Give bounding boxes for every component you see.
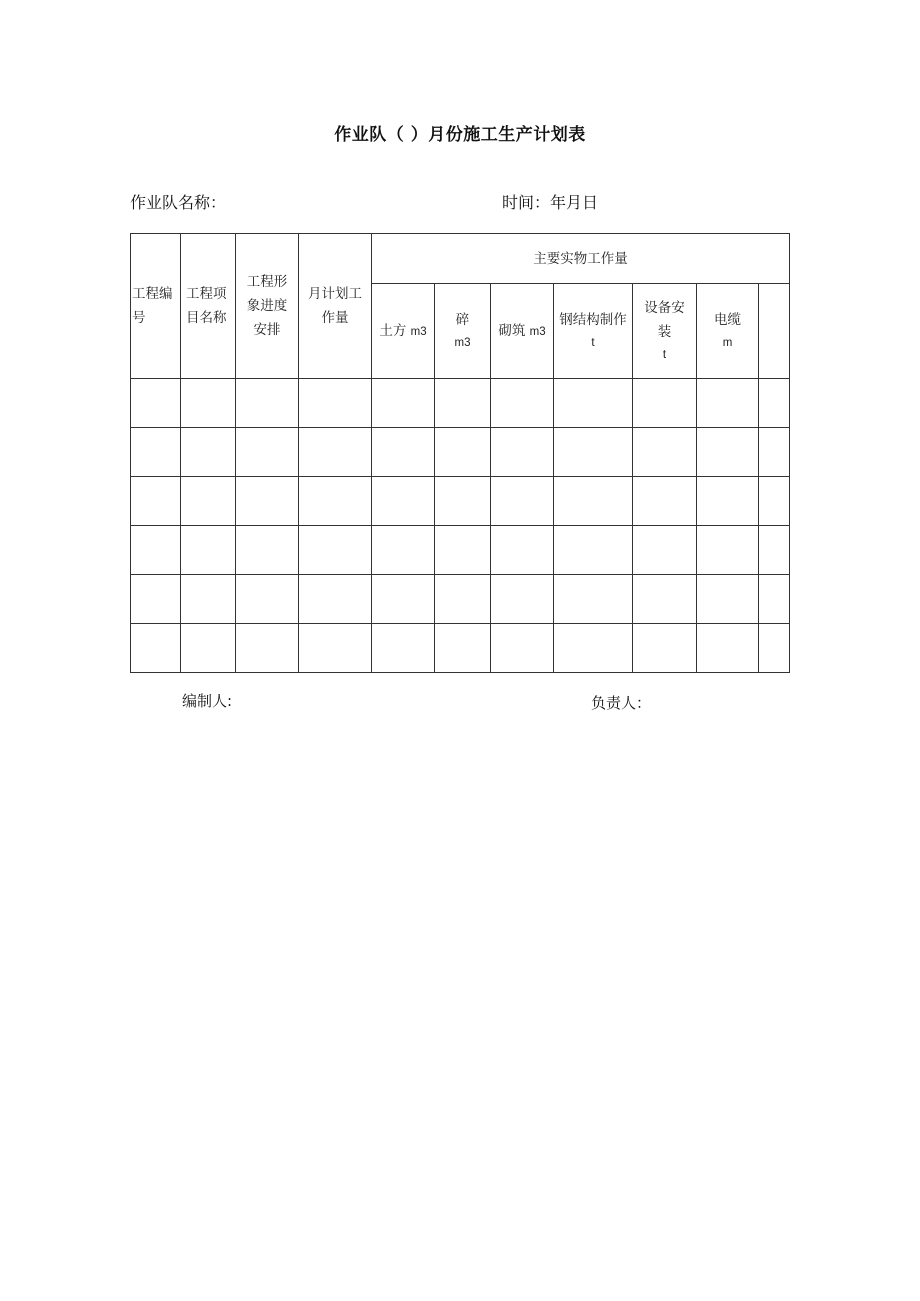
table-cell[interactable] [299, 428, 372, 477]
header-equipment-install [633, 284, 697, 379]
table-cell[interactable] [372, 477, 435, 526]
table-cell[interactable] [554, 477, 633, 526]
earthwork-label: 土方 [379, 322, 407, 339]
production-plan-table [130, 233, 790, 673]
table-cell[interactable] [131, 575, 181, 624]
header-project-no-text: 工程编号 [132, 286, 173, 326]
table-cell[interactable] [697, 575, 759, 624]
table-cell[interactable] [759, 477, 790, 526]
table-cell[interactable] [633, 526, 697, 575]
header-project-name-text: 工程项目名称 [186, 286, 227, 326]
table-cell[interactable] [633, 428, 697, 477]
table-cell[interactable] [372, 575, 435, 624]
table-cell[interactable] [372, 379, 435, 428]
header-monthly-plan [299, 234, 372, 379]
steel-fabrication-unit: t [591, 337, 595, 349]
header-monthly-plan-text: 月计划工作量 [308, 286, 362, 326]
table-cell[interactable] [491, 526, 554, 575]
table-cell[interactable] [554, 526, 633, 575]
table-cell[interactable] [491, 379, 554, 428]
table-cell[interactable] [435, 379, 491, 428]
table-cell[interactable] [554, 624, 633, 673]
masonry-label: 砌筑 [498, 322, 526, 339]
table-cell[interactable] [299, 379, 372, 428]
table-cell[interactable] [299, 526, 372, 575]
concrete-label: 碎 [455, 312, 470, 328]
header-progress [236, 234, 299, 379]
concrete-unit: m3 [454, 337, 471, 349]
table-row [131, 624, 790, 673]
table-cell[interactable] [491, 428, 554, 477]
table-cell[interactable] [633, 477, 697, 526]
table-cell[interactable] [435, 624, 491, 673]
header-project-name [181, 234, 236, 379]
table-cell[interactable] [131, 624, 181, 673]
table-cell[interactable] [697, 379, 759, 428]
header-cable [697, 284, 759, 379]
responsible-label: 负责人： [591, 694, 652, 712]
table-cell[interactable] [759, 526, 790, 575]
table-cell[interactable] [181, 575, 236, 624]
table-cell[interactable] [759, 575, 790, 624]
header-earthwork [372, 284, 435, 379]
table-cell[interactable] [131, 526, 181, 575]
table-cell[interactable] [697, 526, 759, 575]
equipment-install-unit: t [662, 349, 667, 361]
table-cell[interactable] [372, 428, 435, 477]
header-progress-text: 工程形象进度安排 [246, 274, 288, 338]
compiler-label: 编制人: [182, 692, 233, 710]
table-cell[interactable] [181, 428, 236, 477]
header-concrete [435, 284, 491, 379]
table-cell[interactable] [299, 477, 372, 526]
table-cell[interactable] [236, 575, 299, 624]
table-cell[interactable] [633, 379, 697, 428]
table-cell[interactable] [697, 624, 759, 673]
table-cell[interactable] [697, 428, 759, 477]
table-cell[interactable] [181, 526, 236, 575]
table-body [131, 379, 790, 673]
table-cell[interactable] [435, 477, 491, 526]
table-cell[interactable] [236, 428, 299, 477]
table-cell[interactable] [299, 575, 372, 624]
header-masonry [491, 284, 554, 379]
masonry-unit: m3 [529, 325, 546, 338]
table-cell[interactable] [554, 428, 633, 477]
table-cell[interactable] [181, 379, 236, 428]
cable-label: 电缆 [714, 312, 741, 328]
table-cell[interactable] [491, 477, 554, 526]
table-cell[interactable] [435, 526, 491, 575]
header-extra [759, 284, 790, 379]
table-cell[interactable] [759, 428, 790, 477]
table-cell[interactable] [435, 428, 491, 477]
table-cell[interactable] [181, 477, 236, 526]
table-cell[interactable] [633, 624, 697, 673]
table-cell[interactable] [299, 624, 372, 673]
table-cell[interactable] [236, 526, 299, 575]
table-cell[interactable] [131, 477, 181, 526]
table-cell[interactable] [236, 624, 299, 673]
team-name-label: 作业队名称： [130, 193, 227, 212]
header-main-quantities: 主要实物工作量 [372, 234, 790, 284]
table-cell[interactable] [435, 575, 491, 624]
table-cell[interactable] [236, 379, 299, 428]
table-cell[interactable] [372, 624, 435, 673]
date-label: 时间：年月日 [502, 193, 599, 212]
page-title: 作业队（ ）月份施工生产计划表 [334, 125, 586, 145]
table-cell[interactable] [554, 575, 633, 624]
table-cell[interactable] [633, 575, 697, 624]
table-row [131, 477, 790, 526]
table-cell[interactable] [554, 379, 633, 428]
table-cell[interactable] [759, 379, 790, 428]
table-cell[interactable] [491, 575, 554, 624]
header-steel-fabrication [554, 284, 633, 379]
table-row [131, 575, 790, 624]
equipment-install-label: 设备安装 [644, 300, 685, 340]
table-cell[interactable] [131, 379, 181, 428]
earthwork-unit: m3 [410, 325, 427, 338]
table-cell[interactable] [181, 624, 236, 673]
cable-unit: m [722, 337, 733, 349]
header-project-no [131, 234, 181, 379]
table-cell[interactable] [372, 526, 435, 575]
table-row [131, 526, 790, 575]
table-row [131, 428, 790, 477]
table-row [131, 379, 790, 428]
steel-fabrication-label: 钢结构制作 [559, 312, 627, 328]
table-cell[interactable] [236, 477, 299, 526]
table-cell[interactable] [697, 477, 759, 526]
table-cell[interactable] [491, 624, 554, 673]
header-row-group [131, 234, 790, 284]
table-cell[interactable] [759, 624, 790, 673]
table-cell[interactable] [131, 428, 181, 477]
